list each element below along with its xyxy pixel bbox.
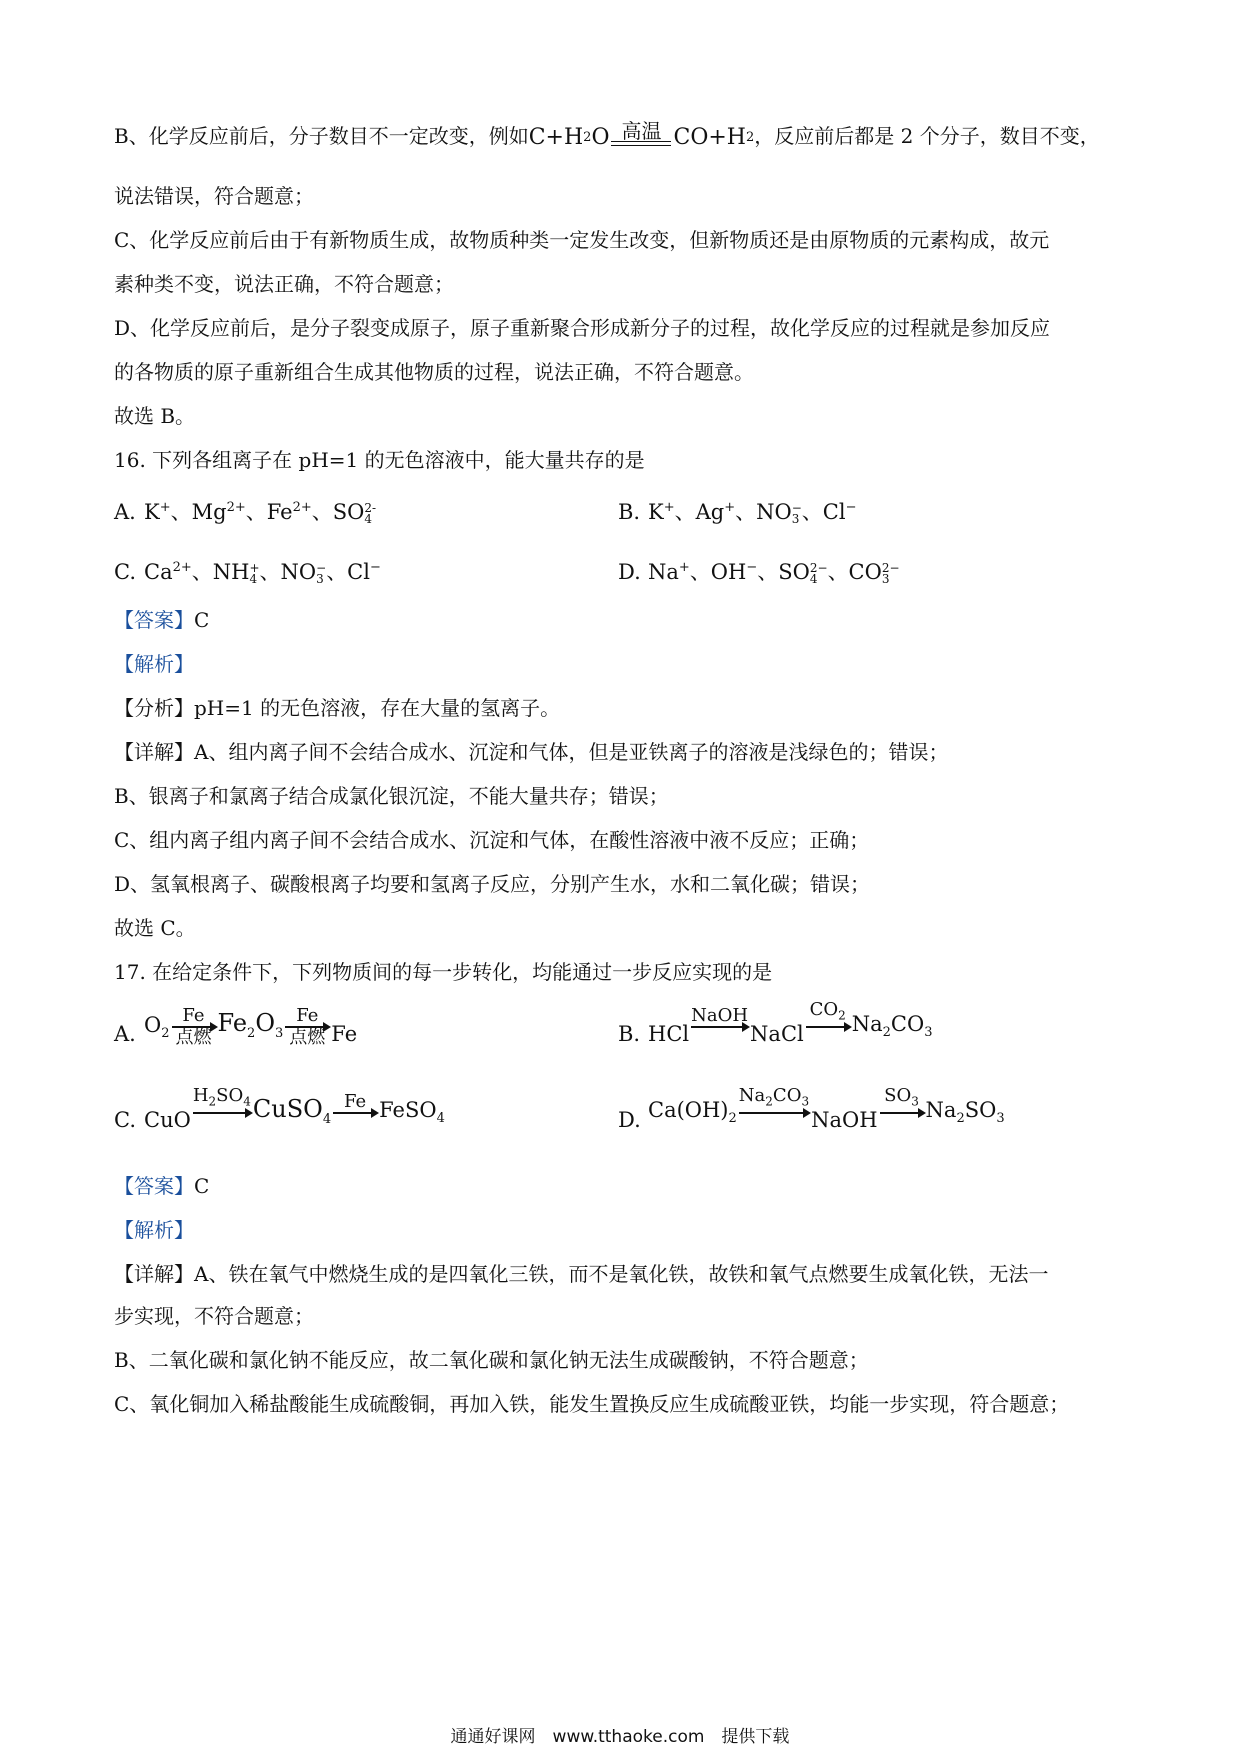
q16-option-a: A. K+、$Mg^{2+}$、$Fe^{2+}$、SO 2- 4 (114, 500, 377, 526)
reaction-chain-b: B. HCl NaOH NaCl $CO_2$ $Na_2CO_3$ (618, 999, 933, 1046)
answer-tag: 【答案】 (114, 1174, 194, 1198)
arrow-icon (739, 1086, 809, 1134)
text-span: ，反应前后都是 2 个分子，数目不变， (754, 124, 1100, 148)
arrow-icon (806, 1000, 850, 1048)
option-letter: C. (114, 1107, 136, 1132)
option-letter: B. (618, 1021, 641, 1046)
q16-answer (114, 606, 209, 634)
q16-detail-c: C、组内离子组内离子间不会结合成水、沉淀和气体，在酸性溶液中液不反应；正确； (114, 828, 870, 852)
arrow-icon (333, 1092, 377, 1134)
eq-left2: O (591, 124, 610, 150)
q17-option-c (114, 1086, 445, 1134)
arrow-top: $CO_2$ (809, 999, 846, 1023)
q17-detail-c: C、氧化铜加入稀盐酸能生成硫酸铜，再加入铁，能发生置换反应生成硫酸亚铁，均能一步实现，符合题意； (114, 1392, 1070, 1416)
q16-selection: 故选 C。 (114, 916, 196, 940)
q17-option-d (618, 1086, 1005, 1134)
q17-stem: 17. 在给定条件下，下列物质间的每一步转化，均能通过一步反应实现的是 (114, 960, 773, 984)
eq-left: C+H (528, 124, 584, 150)
eq-right: CO+H (673, 124, 746, 150)
q16-detail-d: D、氢氧根离子、碳酸根离子均要和氢离子反应，分别产生水，水和二氧化碳；错误； (114, 872, 871, 896)
arrow-icon (285, 1006, 329, 1048)
answer-tag: 【答案】 (114, 608, 194, 632)
co2-label: CO (809, 999, 839, 1020)
na2co3-label: Na (738, 1085, 766, 1106)
option-letter: D. (618, 1107, 641, 1132)
option-letter: C. (114, 560, 136, 584)
reaction-chain-d: D. $Ca(OH)_2$ $Na_2CO_3$ NaOH $SO_3$ $Na_2SO_3$ (618, 1085, 1005, 1132)
equation-c-h2o: C+H 2 O 高温 CO+H 2 (528, 118, 755, 150)
answer-value: C (194, 608, 210, 632)
explanation-d-line2: 的各物质的原子重新组合生成其他物质的过程，说法正确，不符合题意。 (114, 360, 754, 384)
q16-analysis-tag: 【解析】 (114, 652, 194, 676)
q16-option-c: C. $Ca^{2+}$、NH + 4 、NO − 3 、Cl− (114, 560, 381, 586)
q16-stem: 16. 下列各组离子在 pH=1 的无色溶液中，能大量共存的是 (114, 448, 645, 472)
q16-detail-b: B、银离子和氯离子结合成氯化银沉淀，不能大量共存；错误； (114, 784, 669, 808)
option-letter: A. (114, 500, 136, 524)
arrow-top: NaOH (691, 1004, 749, 1026)
h2so4-label: H (192, 1085, 209, 1106)
so3-label: SO (884, 1085, 912, 1106)
q17-option-b (618, 1000, 933, 1048)
q17-detail-a1: 【详解】A、铁在氧气中燃烧生成的是四氧化三铁，而不是氧化铁，故铁和氧气点燃要生成氧化铁，无法一 (114, 1262, 1049, 1286)
option-letter: B. (618, 500, 641, 524)
q17-detail-a2: 步实现，不符合题意； (114, 1304, 314, 1328)
arrow-icon (691, 1006, 748, 1048)
arrow-top: Fe (344, 1090, 367, 1112)
explanation-d-line1: D、化学反应前后，是分子裂变成原子，原子重新聚合形成新分子的过程，故化学反应的过程就是参加反应 (114, 316, 1051, 340)
q16-option-d: D. Na+、OH−、SO 2− 4 、CO 2− 3 (618, 560, 900, 586)
option-letter: A. (114, 1022, 136, 1046)
q17-option-a (114, 1006, 357, 1048)
q16-detail-a: 【详解】A、组内离子间不会结合成水、沉淀和气体，但是亚铁离子的溶液是浅绿色的；错误； (114, 740, 949, 764)
reaction-chain-a: A. $O_2$ Fe 点燃 $Fe_2O_3$ Fe 点燃 Fe (114, 1005, 358, 1048)
arrow-top: $H_2SO_4$ (192, 1085, 251, 1109)
arrow-bottom: 点燃 (175, 1027, 212, 1048)
q17-detail-b: B、二氧化碳和氯化钠不能反应，故二氧化碳和氯化钠无法生成碳酸钠，不符合题意； (114, 1348, 869, 1372)
selection-b: 故选 B。 (114, 404, 196, 428)
explanation-b-line1 (114, 118, 1100, 152)
arrow-top: $SO_3$ (884, 1085, 919, 1109)
page-footer: 通通好课网 www.tthaoke.com 提供下载 (450, 1727, 790, 1747)
explanation-c-line1: C、化学反应前后由于有新物质生成，故物质种类一定发生改变，但新物质还是由原物质的元素构成，故元 (114, 228, 1050, 252)
arrow-bottom: 点燃 (289, 1027, 326, 1048)
reaction-chain-c: C. CuO $H_2SO_4$ CuSO$_4$ Fe FeSO$_4$ (114, 1085, 445, 1132)
arrow-top: Fe (296, 1005, 319, 1026)
q16-fenxi: 【分析】pH=1 的无色溶液，存在大量的氢离子。 (114, 696, 561, 720)
answer-value: C (194, 1174, 210, 1198)
arrow-top: Fe (182, 1005, 205, 1026)
q16-option-b: B. K+、Ag+、NO − 3 、Cl− (618, 500, 857, 526)
explanation-b-line2: 说法错误，符合题意； (114, 184, 314, 208)
arrow-icon (172, 1006, 216, 1048)
equation-equals-sign (611, 118, 671, 146)
arrow-top: $Na_2CO_3$ (738, 1085, 810, 1109)
condition-label: 高温 (621, 118, 662, 143)
explanation-c-line2: 素种类不变，说法正确，不符合题意； (114, 272, 454, 296)
option-letter: D. (618, 560, 641, 584)
q17-analysis-tag: 【解析】 (114, 1218, 194, 1242)
arrow-icon (880, 1086, 924, 1134)
q17-answer (114, 1172, 209, 1200)
text-span: B、化学反应前后，分子数目不一定改变，例如 (114, 124, 529, 148)
arrow-icon (193, 1086, 251, 1134)
